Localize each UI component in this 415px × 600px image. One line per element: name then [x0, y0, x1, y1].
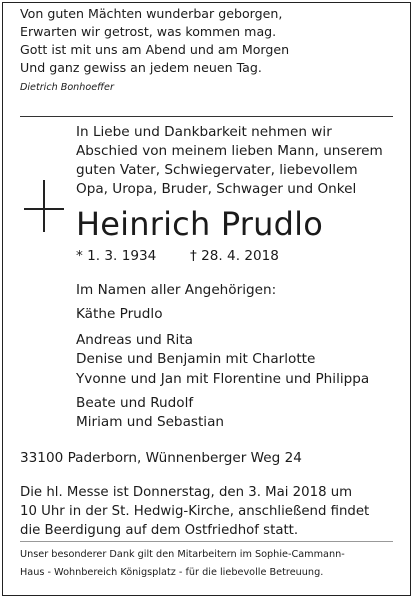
- family-member: Beate und Rudolf: [76, 395, 194, 411]
- poem-line: Von guten Mächten wunderbar geborgen,: [20, 6, 283, 21]
- family-member: Yvonne und Jan mit Florentine und Philippa: [76, 371, 370, 387]
- birth-date: * 1. 3. 1934: [76, 248, 157, 264]
- family-member: Miriam und Sebastian: [76, 414, 225, 430]
- intro-line: Opa, Uropa, Bruder, Schwager und Onkel: [76, 181, 357, 197]
- poem-author: Dietrich Bonhoeffer: [20, 82, 114, 93]
- family-heading: Im Namen aller Angehörigen:: [76, 282, 277, 298]
- poem-line: Und ganz gewiss an jedem neuen Tag.: [20, 60, 262, 75]
- intro-line: In Liebe und Dankbarkeit nehmen wir: [76, 124, 332, 140]
- family-member: Denise und Benjamin mit Charlotte: [76, 351, 316, 367]
- deceased-name: Heinrich Prudlo: [76, 205, 323, 243]
- thanks-line: Unser besonderer Dank gilt den Mitarbeitern im Sophie-Cammann-: [20, 549, 345, 560]
- intro-line: guten Vater, Schwiegervater, liebevollem: [76, 162, 358, 178]
- divider: [20, 116, 393, 117]
- family-member: Käthe Prudlo: [76, 306, 163, 322]
- poem-line: Erwarten wir getrost, was kommen mag.: [20, 24, 277, 39]
- mass-info-line: Die hl. Messe ist Donnerstag, den 3. Mai 2018 um: [20, 485, 353, 500]
- poem-line: Gott ist mit uns am Abend und am Morgen: [20, 42, 290, 57]
- mass-info-line: 10 Uhr in der St. Hedwig-Kirche, anschließend findet: [20, 504, 370, 519]
- address: 33100 Paderborn, Wünnenberger Weg 24: [20, 450, 302, 466]
- intro-line: Abschied von meinem lieben Mann, unserem: [76, 143, 383, 159]
- divider: [20, 541, 393, 542]
- mass-info-line: die Beerdigung auf dem Ostfriedhof statt.: [20, 523, 299, 538]
- thanks-line: Haus - Wohnbereich Königsplatz - für die liebevolle Betreuung.: [20, 567, 324, 578]
- family-member: Andreas und Rita: [76, 332, 193, 348]
- death-date: † 28. 4. 2018: [190, 248, 279, 264]
- life-dates: [76, 250, 406, 264]
